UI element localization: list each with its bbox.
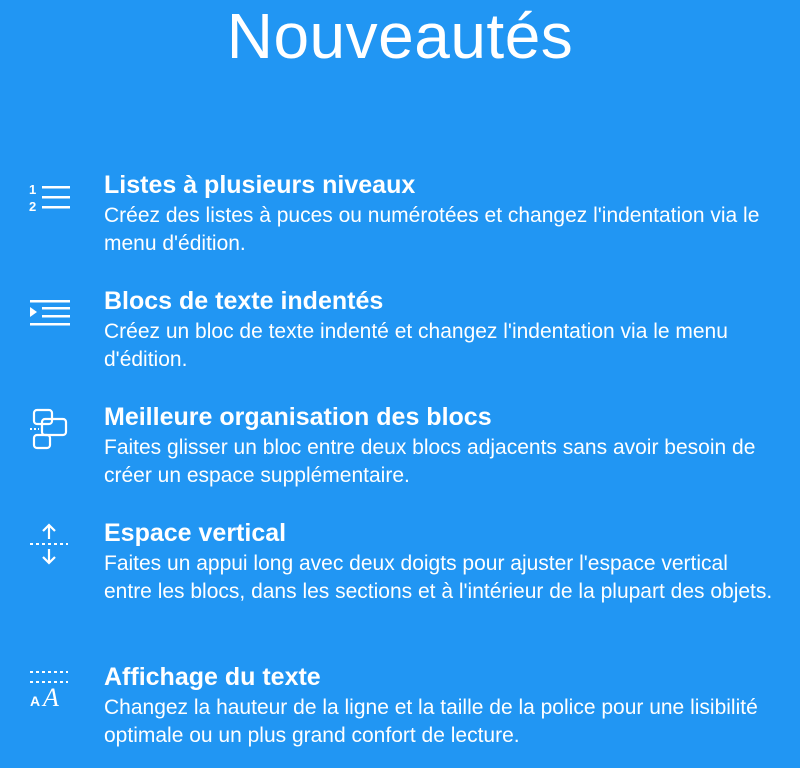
svg-text:2: 2 — [29, 199, 37, 214]
numbered-list-icon — [26, 172, 76, 222]
feature-item-text-display — [26, 662, 790, 750]
svg-text:A: A — [30, 693, 41, 709]
feature-item-indented-blocks — [26, 286, 790, 374]
feature-description: Créez des listes à puces ou numérotées et changez l'indentation via le menu d'édition. — [104, 204, 760, 255]
feature-item-block-organization — [26, 402, 790, 490]
feature-title: Meilleure organisation des blocs — [104, 403, 492, 431]
feature-description: Faites un appui long avec deux doigts pour ajuster l'espace vertical entre les blocs, dans les sections et à l'intérieur de la plupart des objets. — [104, 552, 773, 603]
feature-title: Espace vertical — [104, 519, 287, 547]
svg-text:A: A — [43, 683, 59, 712]
feature-item-vertical-space — [26, 518, 790, 606]
block-arrange-icon — [26, 404, 76, 454]
feature-description: Créez un bloc de texte indenté et changez l'indentation via le menu d'édition. — [104, 320, 728, 371]
feature-title: Blocs de texte indentés — [104, 287, 384, 315]
feature-description: Faites glisser un bloc entre deux blocs adjacents sans avoir besoin de créer un espace supplémentaire. — [104, 436, 756, 487]
feature-description: Changez la hauteur de la ligne et la taille de la police pour une lisibilité optimale ou un plus grand confort de lecture. — [104, 696, 758, 747]
text-display-icon — [26, 664, 76, 714]
feature-title: Listes à plusieurs niveaux — [104, 171, 416, 199]
vertical-space-icon — [26, 520, 76, 570]
indent-block-icon — [26, 288, 76, 338]
feature-item-multilevel-lists — [26, 170, 790, 258]
feature-title: Affichage du texte — [104, 663, 321, 691]
page-title: Nouveautés — [226, 0, 574, 72]
svg-text:1: 1 — [29, 182, 37, 197]
